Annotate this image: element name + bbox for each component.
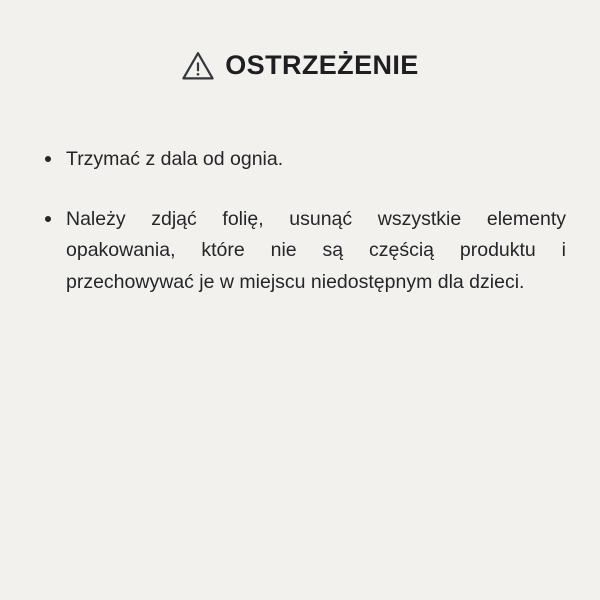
- list-item: [34, 204, 566, 299]
- list-item-text: Należy zdjąć folię, usunąć wszystkie elementy opakowania, które nie są częścią produktu i przechowywać je w miejscu niedostępnym dla dzieci.: [66, 207, 566, 293]
- bullet-icon: [45, 156, 51, 162]
- warning-header: [34, 50, 566, 82]
- page-title: OSTRZEŻENIE: [225, 50, 419, 81]
- list-item-text: Trzymać z dala od ognia.: [66, 148, 284, 170]
- warning-notice-list: [34, 144, 566, 298]
- bullet-icon: [45, 216, 51, 222]
- warning-triangle-icon: [181, 50, 215, 82]
- list-item: [34, 144, 566, 176]
